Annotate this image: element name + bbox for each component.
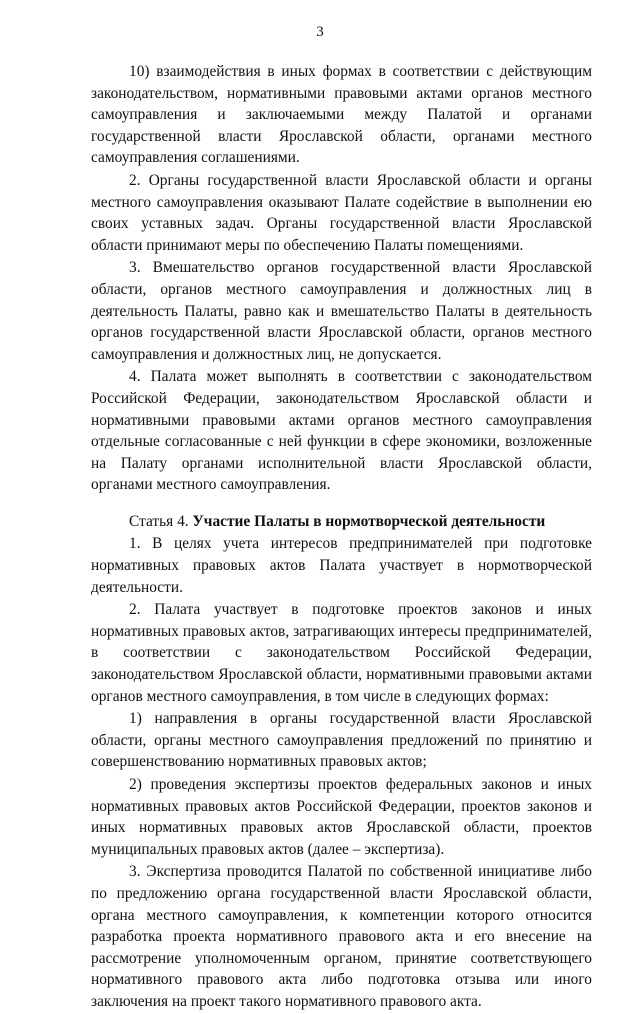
paragraph-3: 3. Вмешательство органов государственной власти Ярославской области, органов местного самоуправления и должностных лиц в деятельность Палаты, равно как и вмешательство Палаты в деятельность органов государственной власти Ярославской области, органов местного самоуправления и должностных лиц, не допускается. [91,259,592,363]
paragraph-4: 4. Палата может выполнять в соответствии с законодательством Российской Федерации, законодательством Ярославской области и нормативными правовыми актами органов местного самоуправления отдельные согласованные с ней функции в сфере экономики, возложенные на Палату органами исполнительной власти Ярославской области, органами местного самоуправления. [91,368,592,494]
article-heading [91,511,592,533]
paragraph-item-10: 10) взаимодействия в иных формах в соответствии с действующим законодательством, нормативными правовыми актами органов местного самоуправления и заключаемыми между Палатой и органами государственной власти Ярославской области, органами местного самоуправления соглашениями. [91,63,592,167]
article-subitem-1: 1) направления в органы государственной власти Ярославской области, органы местного самоуправления предложений по принятию и совершенствованию нормативных правовых актов; [91,710,592,771]
document-body [91,61,592,1014]
article-paragraph-1: 1. В целях учета интересов предпринимателей при подготовке нормативных правовых актов Палата участвует в нормотворческой деятельности. [91,535,592,596]
article-paragraph-3: 3. Экспертиза проводится Палатой по собственной инициативе либо по предложению органа государственной власти Ярославской области, органа местного самоуправления, к компетенции которого относится разработка проекта нормативного правового акта и его внесение на рассмотрение уполномоченным органом, принятие соответствующего нормативного правового акта либо подготовка отзыва или иного заключения на проект такого нормативного правового акта. [91,863,592,1010]
article-title: Участие Палаты в нормотворческой деятельности [192,512,546,530]
article-paragraph-2: 2. Палата участвует в подготовке проектов законов и иных нормативных правовых актов, затрагивающих интересы предпринимателей, в соответствии с законодательством Российской Федерации, законодательством Ярославской области, нормативными правовыми актами органов местного самоуправления, в том числе в следующих формах: [91,601,592,705]
paragraph-2: 2. Органы государственной власти Ярославской области и органы местного самоуправления оказывают Палате содействие в выполнении ею своих уставных задач. Органы государственной власти Ярославской области принимают меры по обеспечению Палаты помещениями. [91,171,592,254]
article-label: Статья 4. [129,512,189,530]
article-subitem-2: 2) проведения экспертизы проектов федеральных законов и иных нормативных правовых актов Российской Федерации, проектов законов и иных нормативных правовых актов Ярославской области, проектов муниципальных правовых актов (далее – экспертиза). [91,776,592,858]
page-number: 3 [316,24,324,40]
